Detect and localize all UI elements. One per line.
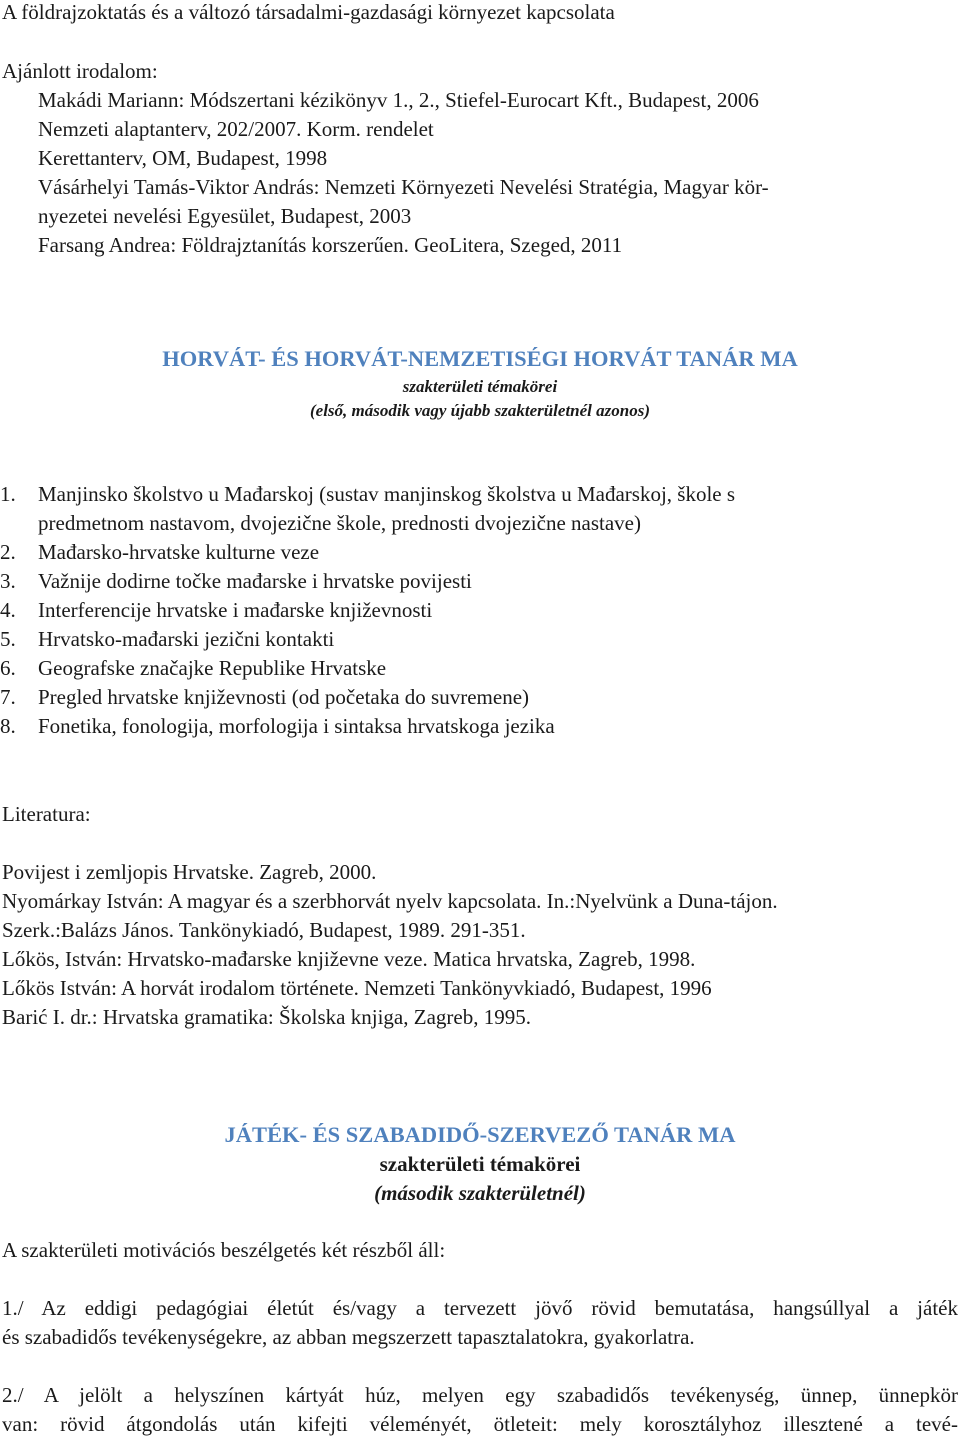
topic-item-cont: predmetnom nastavom, dvojezične škole, prednosti dvojezične nastave) [38, 511, 641, 535]
topic-number: 3. [0, 569, 16, 593]
paragraph-1-line: és szabadidős tevékenységekre, az abban megszerzett tapasztalatokra, gyakorlatra. [2, 1325, 695, 1349]
reading-item: Farsang Andrea: Földrajztanítás korszerűen. GeoLitera, Szeged, 2011 [38, 233, 623, 257]
reading-item: Vásárhelyi Tamás-Viktor András: Nemzeti Környezeti Nevelési Stratégia, Magyar kör- [38, 175, 769, 199]
intro-text: A szakterületi motivációs beszélgetés két részből áll: [2, 1238, 446, 1262]
topic-number: 2. [0, 540, 16, 564]
topic-item: Fonetika, fonologija, morfologija i sintaksa hrvatskoga jezika [38, 714, 555, 738]
reading-item: nyezetei nevelési Egyesület, Budapest, 2003 [38, 204, 412, 228]
topic-item: Manjinsko školstvo u Mađarskoj (sustav manjinskog školstva u Mađarskoj, škole s [38, 482, 736, 506]
section-subtitle: szakterületi témakörei [402, 377, 558, 396]
reading-label: Ajánlott irodalom: [2, 59, 158, 83]
topic-number: 5. [0, 627, 16, 651]
topic-item: Važnije dodirne točke mađarske i hrvatske povijesti [38, 569, 472, 593]
literature-item: Lőkös István: A horvát irodalom története. Nemzeti Tankönyvkiadó, Budapest, 1996 [2, 976, 712, 1000]
topic-number: 7. [0, 685, 16, 709]
topic-number: 8. [0, 714, 16, 738]
reading-item: Nemzeti alaptanterv, 202/2007. Korm. rendelet [38, 117, 434, 141]
section-title: HORVÁT- ÉS HORVÁT-NEMZETISÉGI HORVÁT TANÁR MA [162, 346, 798, 371]
paragraph-2-line: van: rövid átgondolás után kifejti véleményét, ötleteit: mely korosztályhoz illesztené a tevé- [2, 1412, 958, 1436]
topic-item: Interferencije hrvatske i mađarske književnosti [38, 598, 433, 622]
topic-number: 4. [0, 598, 16, 622]
topic-number: 1. [0, 482, 16, 506]
reading-item: Makádi Mariann: Módszertani kézikönyv 1., 2., Stiefel-Eurocart Kft., Budapest, 2006 [38, 88, 759, 112]
topic-item: Hrvatsko-mađarski jezični kontakti [38, 627, 335, 651]
literature-item: Povijest i zemljopis Hrvatske. Zagreb, 2000. [2, 860, 377, 884]
paragraph-1-line: 1./ Az eddigi pedagógiai életút és/vagy a tervezett jövő rövid bemutatása, hangsúllyal a játék [2, 1296, 958, 1320]
section-header: A földrajzoktatás és a változó társadalmi-gazdasági környezet kapcsolata [2, 0, 615, 24]
topic-item: Pregled hrvatske književnosti (od početaka do suvremene) [38, 685, 530, 709]
section-title: JÁTÉK- ÉS SZABADIDŐ-SZERVEZŐ TANÁR MA [224, 1122, 736, 1147]
reading-item: Kerettanterv, OM, Budapest, 1998 [38, 146, 328, 170]
topic-number: 6. [0, 656, 16, 680]
paragraph-2-line: 2./ A jelölt a helyszínen kártyát húz, melyen egy szabadidős tevékenység, ünnep, ünnepkör [2, 1383, 958, 1407]
literature-item: Lőkös, István: Hrvatsko-mađarske književne veze. Matica hrvatska, Zagreb, 1998. [2, 947, 696, 971]
literature-item: Szerk.:Balázs János. Tankönykiadó, Budapest, 1989. 291-351. [2, 918, 526, 942]
literature-item: Nyomárkay István: A magyar és a szerbhorvát nyelv kapcsolata. In.:Nyelvünk a Duna-tájon. [2, 889, 778, 913]
section-subtitle: szakterületi témakörei [379, 1152, 581, 1176]
topic-item: Geografske značajke Republike Hrvatske [38, 656, 387, 680]
literature-label: Literatura: [2, 802, 91, 826]
topic-item: Mađarsko-hrvatske kulturne veze [38, 540, 320, 564]
section-subtitle-note: (első, második vagy újabb szakterületnél azonos) [309, 401, 650, 420]
section-subtitle-note: (második szakterületnél) [374, 1181, 586, 1205]
literature-item: Barić I. dr.: Hrvatska gramatika: Školska knjiga, Zagreb, 1995. [2, 1005, 531, 1029]
